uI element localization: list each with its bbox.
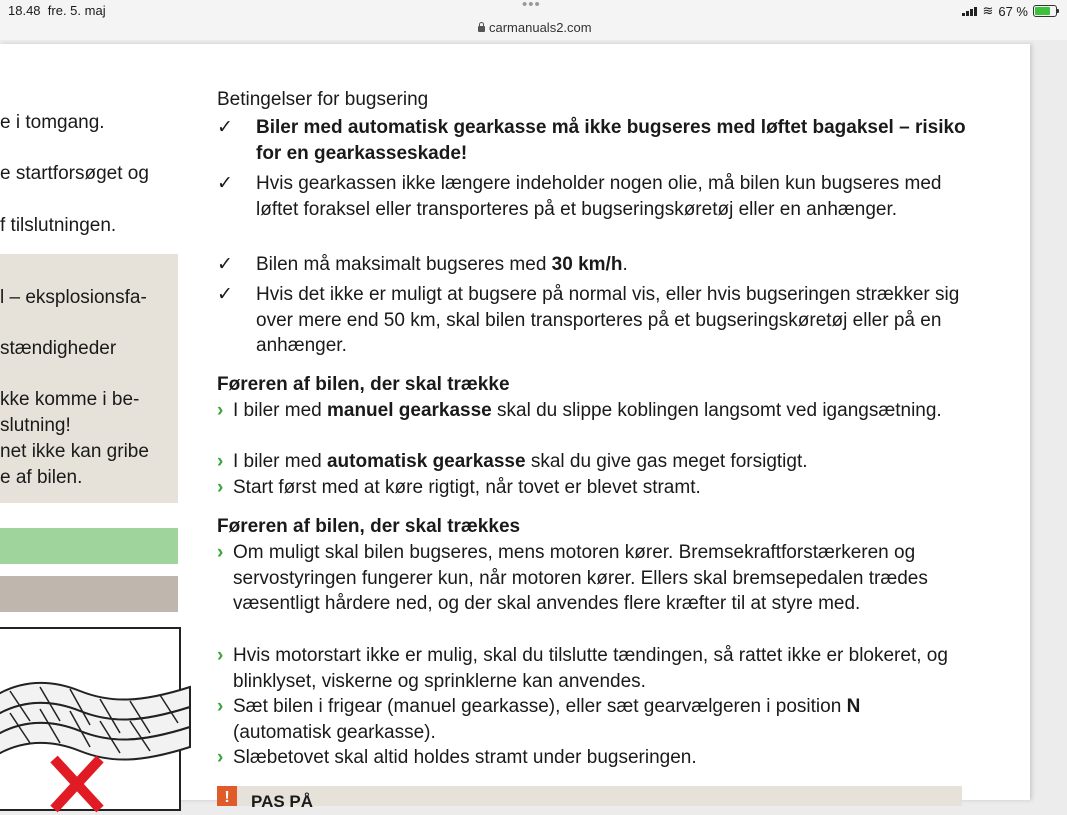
list-item [217,540,977,617]
wifi-icon: ≋ [982,3,994,18]
text-run: Start først med at køre rigtigt, når tovet er blevet stramt. [233,477,701,498]
text-run: skal du slippe koblingen langsomt ved igangsætning. [491,400,942,421]
text-run: Hvis gearkassen ikke længere indeholder nogen olie, må bilen kun bugseres med løftet foraksel eller transporteres på et bugseringskøretøj eller en anhænger. [256,173,942,220]
condition-item [217,171,977,222]
bold-text: automatisk gearkasse [326,451,526,472]
left-text-line: slutning! [0,415,71,436]
left-text-line: f tilslutningen. [0,215,117,236]
list-item-text [233,540,963,617]
left-text-line: e af bilen. [0,467,83,488]
caution-label: PAS PÅ [251,792,314,811]
section-bar-grey [0,576,178,612]
left-text-line: e i tomgang. [0,112,105,133]
checkmark-icon: ✓ [217,254,233,275]
text-run: I biler med [233,400,327,421]
checkmark-icon: ✓ [217,117,233,138]
chevron-right-icon: › [217,696,224,717]
caution-box [217,786,962,811]
exclamation-icon: ! [217,786,237,806]
address-bar[interactable]: carmanuals2.com [478,20,592,35]
chevron-right-icon: › [217,451,224,472]
list-item-text [233,398,963,424]
list-item-text [233,475,963,501]
left-text-line: e startforsøget og [0,163,149,184]
towing-driver-heading: Føreren af bilen, der skal trække [217,374,510,395]
left-text-line: stændigheder [0,338,117,359]
bold-text: N [846,696,861,717]
cellular-signal-icon [962,6,977,16]
text-run: (automatisk gearkasse). [233,721,436,743]
battery-icon [1033,5,1057,17]
list-item-text [233,745,963,771]
text-run: skal du give gas meget forsigtigt. [525,451,808,472]
condition-text [256,282,966,359]
cross-mark-icon [54,759,100,809]
list-item [217,745,977,771]
status-bar [0,0,1067,40]
bold-text: 30 km/h [551,254,623,275]
manual-page[interactable] [0,44,1030,811]
list-item-text [233,449,963,475]
chevron-right-icon: › [217,645,224,666]
chevron-right-icon: › [217,477,224,498]
condition-item [217,252,977,278]
text-run: Hvis det ikke er muligt at bugsere på normal vis, eller hvis bugseringen strækker sig over mere end 50 km, skal bilen transporteres på et bugseringskøretøj eller på en anhænger. [256,284,960,356]
text-run: . [622,254,628,275]
condition-text [256,252,966,278]
towed-driver-heading: Føreren af bilen, der skal trækkes [217,516,521,537]
condition-item [217,282,977,359]
text-run: Bilen må maksimalt bugseres med [256,254,552,275]
list-item [217,475,977,501]
left-column [0,44,180,800]
condition-text [256,115,966,166]
list-item-text [233,643,963,694]
lock-icon [478,26,485,32]
text-run: I biler med [233,451,327,472]
tow-rope-icon [0,629,179,809]
checkmark-icon: ✓ [217,284,233,305]
section-bar-green [0,528,178,564]
checkmark-icon: ✓ [217,173,233,194]
status-indicators [962,3,1057,19]
tow-rope-illustration [0,627,181,811]
chevron-right-icon: › [217,542,224,563]
text-run: Sæt bilen i frigear (manuel gearkasse), eller sæt gearvælgeren i position [233,696,847,717]
list-item [217,398,977,424]
list-item [217,694,977,745]
chevron-right-icon: › [217,400,224,421]
condition-text [256,171,966,222]
conditions-title: Betingelser for bugsering [217,89,429,110]
list-item [217,643,977,694]
text-run: Om muligt skal bilen bugseres, mens motoren kører. Bremsekraftforstærkeren og servostyringen fungerer kun, når motoren kører. Ellers skal bremsepedalen trædes væsentligt hårdere ned, og der skal anvendes flere kræfter til at styre med. [233,542,928,614]
bold-text: Biler med automatisk gearkasse må ikke bugseres med løftet bagaksel – risiko for en gearkasseskade! [256,117,966,164]
condition-item [217,115,977,166]
battery-percentage: 67 % [998,3,1028,19]
left-text-line: kke komme i be- [0,389,140,410]
battery-fill [1035,7,1050,15]
list-item [217,449,977,475]
bold-text: manuel gearkasse [326,400,492,421]
status-time: 18.48 fre. 5. maj [8,3,106,18]
multitask-dots-icon[interactable]: ••• [522,0,541,13]
text-run: Slæbetovet skal altid holdes stramt under bugseringen. [233,747,697,768]
list-item-text [233,694,963,745]
text-run: Hvis motorstart ikke er mulig, skal du tilslutte tændingen, så rattet ikke er blokeret, og blinklyset, viskerne og sprinklerne kan anvendes. [233,645,948,692]
chevron-right-icon: › [217,747,224,768]
left-text-line: net ikke kan gribe [0,441,149,462]
left-text-line: l – eksplosionsfa- [0,287,147,308]
